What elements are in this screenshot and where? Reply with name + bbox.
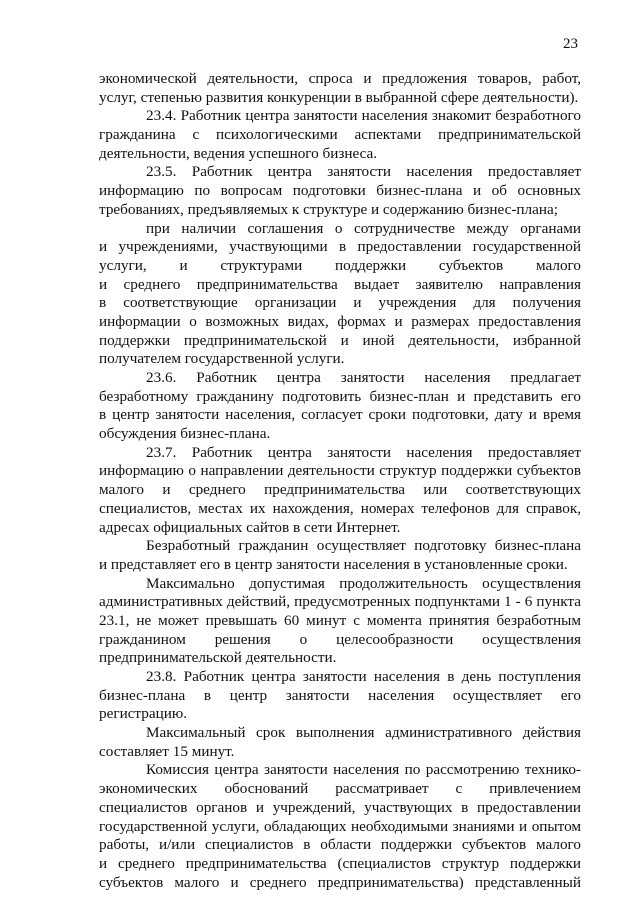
text-line: работы, и/или специалистов в области поддержки субъектов малого (99, 836, 581, 854)
text-line: предпринимательской деятельности. (99, 649, 337, 667)
text-line: административных действий, предусмотренных подпунктами 1 - 6 пункта (99, 593, 581, 611)
text-line: 23.6. Работник центра занятости населения предлагает (146, 369, 581, 386)
text-line: информацию по вопросам подготовки бизнес-плана и об основных (99, 182, 581, 200)
text-line: информацию о направлении деятельности структур поддержки субъектов (99, 462, 581, 480)
text-line: безработному гражданину подготовить бизнес-план и представить его (99, 387, 581, 405)
text-line: поддержки предпринимательской и иной деятельности, избранной (99, 331, 581, 349)
text-line: гражданином решения о целесообразности осуществления (99, 630, 581, 648)
text-line: специалистов органов и учреждений, участвующих в предоставлении (99, 798, 581, 816)
text-line: адресах официальных сайтов в сети Интернет. (99, 518, 401, 536)
text-line: Максимально допустимая продолжительность осуществления (146, 574, 581, 592)
text-line: экономической деятельности, спроса и предложения товаров, работ, (99, 70, 581, 87)
text-line: 23.4. Работник центра занятости населения знакомит безработного (146, 107, 581, 125)
text-line: бизнес-плана в центр занятости населения осуществляет его (99, 686, 581, 704)
text-line: в соответствующие организации и учреждения для получения (99, 294, 581, 312)
text-line: услуги, и структурами поддержки субъектов малого (99, 256, 581, 274)
text-line: и среднего предпринимательства (специалистов структур поддержки (99, 854, 581, 872)
text-line: и среднего предпринимательства выдает заявителю направления (99, 275, 581, 293)
text-line: услуг, степенью развития конкуренции в выбранной сфере деятельности). (99, 88, 579, 106)
text-line: специалистов, местах их нахождения, номерах телефонов для справок, (99, 499, 581, 517)
text-line: деятельности, ведения успешного бизнеса. (99, 144, 378, 162)
text-line: 23.7. Работник центра занятости населения предоставляет (146, 443, 581, 461)
text-line: требованиях, предъявляемых к структуре и содержанию бизнес-плана; (99, 200, 558, 218)
body-text (99, 70, 581, 892)
text-line: гражданина с психологическими аспектами предпринимательской (99, 126, 581, 144)
text-line: Комиссия центра занятости населения по рассмотрению технико- (146, 761, 581, 779)
text-line: при наличии соглашения о сотрудничестве между органами (146, 219, 581, 237)
text-line: в центр занятости населения, согласует сроки подготовки, дату и время (99, 406, 581, 424)
text-line: и учреждениями, участвующими в предоставлении государственной (99, 238, 581, 256)
text-line: государственной услуги, обладающих необходимыми знаниями и опытом (99, 817, 581, 835)
text-line: составляет 15 минут. (99, 742, 235, 760)
text-line: обсуждения бизнес-плана. (99, 425, 271, 443)
text-line: малого и среднего предпринимательства или соответствующих (99, 481, 581, 499)
text-line: получателем государственной услуги. (99, 350, 345, 368)
text-line: и представляет его в центр занятости населения в установленные сроки. (99, 555, 568, 573)
text-line: экономических обоснований рассматривает с привлечением (99, 780, 581, 798)
text-line: Максимальный срок выполнения административного действия (146, 724, 581, 742)
text-line: 23.1, не может превышать 60 минут с момента принятия безработным (99, 611, 581, 629)
page-number: 23 (563, 36, 578, 52)
text-line: Безработный гражданин осуществляет подготовку бизнес-плана (146, 537, 581, 555)
text-line: информации о возможных видах, формах и размерах предоставления (99, 312, 581, 330)
text-line: 23.8. Работник центра занятости населения в день поступления (146, 668, 581, 685)
text-line: субъектов малого и среднего предпринимательства) представленный (99, 873, 581, 891)
text-line: 23.5. Работник центра занятости населения предоставляет (146, 163, 581, 181)
text-line: регистрацию. (99, 705, 187, 723)
